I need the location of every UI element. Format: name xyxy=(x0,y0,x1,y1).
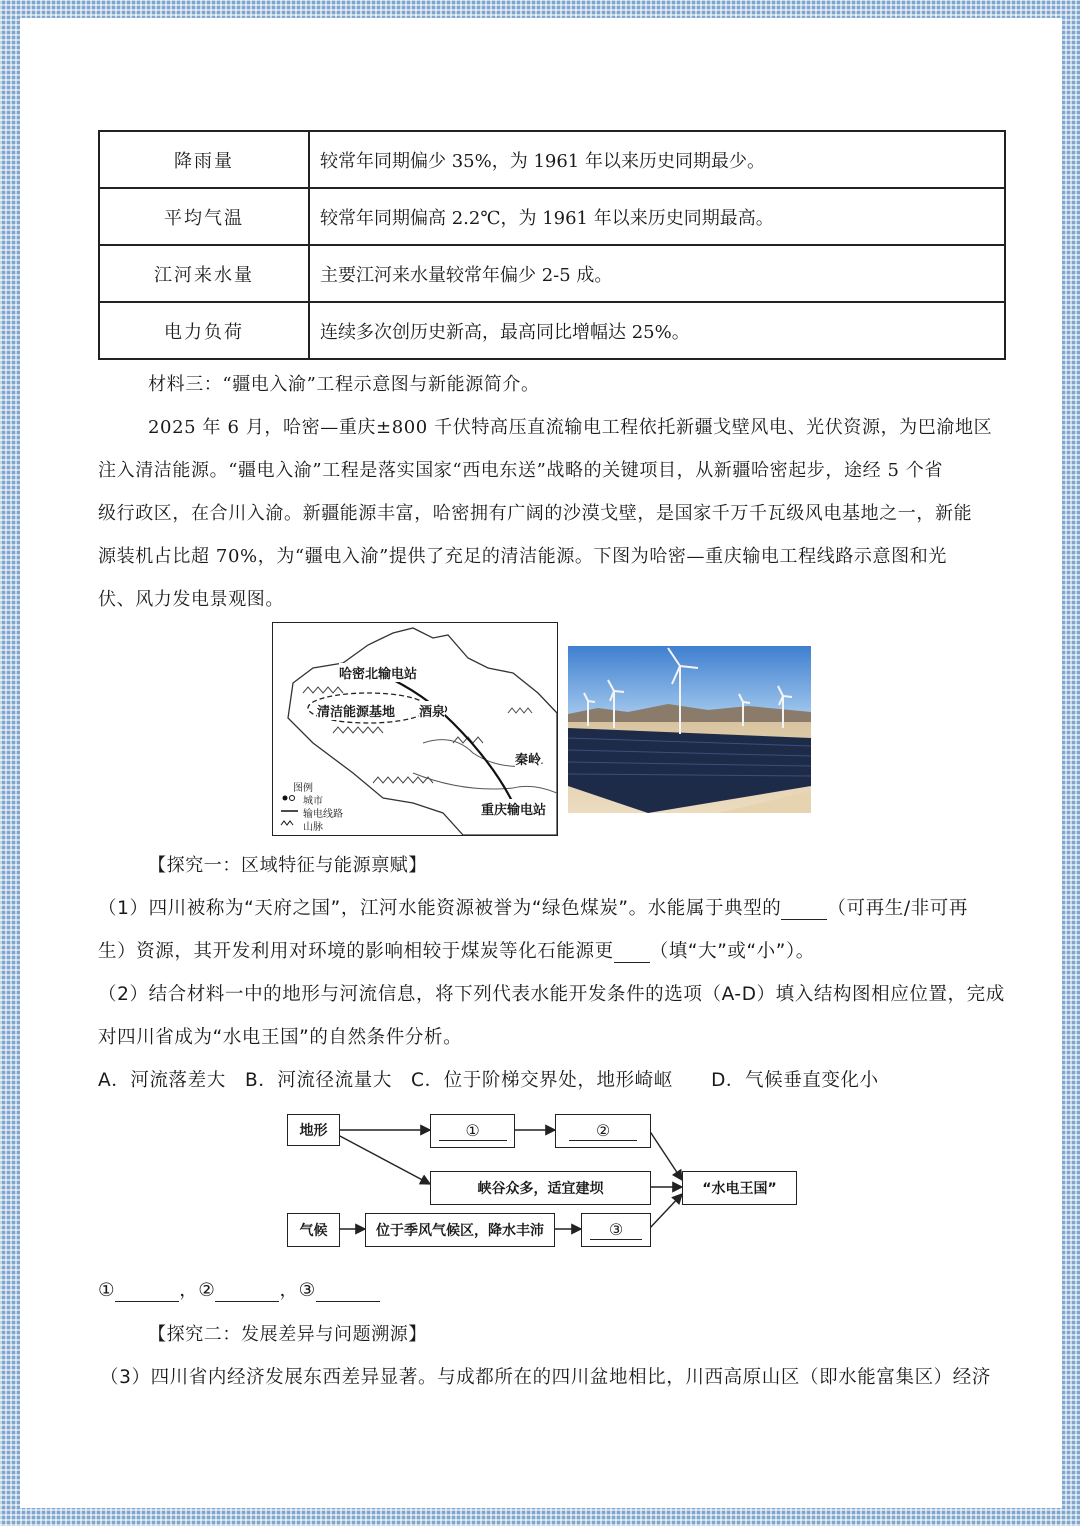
paragraph-line: 伏、风力发电景观图。 xyxy=(98,589,284,610)
question-2-options: A．河流落差大 B．河流径流量大 C．位于阶梯交界处，地形崎岖 D．气候垂直变化小 xyxy=(98,1070,879,1091)
monsoon-label: 位于季风气候区，降水丰沛 xyxy=(376,1223,544,1239)
table-value: 较常年同期偏少 35%，为 1961 年以来历史同期最少。 xyxy=(309,131,1005,188)
inquiry1-title: 【探究一：区域特征与能源禀赋】 xyxy=(148,855,427,876)
climate-box xyxy=(287,1213,340,1247)
table-label: 电力负荷 xyxy=(99,302,309,359)
paragraph-line: 源装机占比超 70%，为“疆电入渝”提供了充足的清洁能源。下图为哈密—重庆输电工程线路示意图和光 xyxy=(98,546,947,567)
climate-label: 气候 xyxy=(299,1223,328,1239)
terrain-label: 地形 xyxy=(299,1123,328,1139)
document-page xyxy=(20,18,1062,1508)
monsoon-box xyxy=(365,1213,555,1247)
table-value: 连续多次创历史新高，最高同比增幅达 25%。 xyxy=(309,302,1005,359)
table-value: 较常年同期偏高 2.2℃，为 1961 年以来历史同期最高。 xyxy=(309,188,1005,245)
result-box xyxy=(682,1171,797,1205)
slot-1-label: ① xyxy=(439,1122,507,1141)
slot-2-label: ② xyxy=(569,1122,637,1141)
gorge-label: 峡谷众多，适宜建坝 xyxy=(477,1181,604,1197)
map-label-base: 清洁能源基地 xyxy=(317,701,395,720)
legend-title: 图例 xyxy=(293,783,313,794)
answer-blank-3[interactable] xyxy=(316,1281,380,1302)
paragraph-line: 2025 年 6 月，哈密—重庆±800 千伏特高压直流输电工程依托新疆戈壁风电、光伏资源，为巴渝地区 xyxy=(148,417,993,438)
legend-mountain: 山脉 xyxy=(303,822,323,833)
result-label: “水电王国” xyxy=(702,1181,777,1197)
answer-line xyxy=(98,1276,380,1302)
answer-blank-1[interactable] xyxy=(115,1281,179,1302)
slot-1-box[interactable] xyxy=(430,1114,515,1148)
answer-blank-2[interactable] xyxy=(215,1281,279,1302)
question-1-tail-2: （填“大”或“小”）。 xyxy=(649,941,815,962)
slot-3-label: ③ xyxy=(590,1221,642,1240)
map-label-hami: 哈密北输电站 xyxy=(339,663,417,682)
slot-2-box[interactable] xyxy=(555,1114,651,1148)
legend-city: 城市 xyxy=(303,796,323,807)
paragraph-line: 级行政区，在合川入渝。新疆能源丰富，哈密拥有广阔的沙漠戈壁，是国家千万千瓦级风电基地之一，新能 xyxy=(98,503,973,524)
map-label-chongqing: 重庆输电站 xyxy=(481,799,546,818)
paragraph-line: 注入清洁能源。“疆电入渝”工程是落实国家“西电东送”战略的关键项目，从新疆哈密起步，途经 5 个省 xyxy=(98,460,944,481)
slot-3-box[interactable] xyxy=(581,1213,651,1247)
table-label: 降雨量 xyxy=(99,131,309,188)
table-value: 主要江河来水量较常年偏少 2-5 成。 xyxy=(309,245,1005,302)
gorge-box xyxy=(430,1171,651,1205)
question-1-text-2: 生）资源，其开发利用对环境的影响相较于煤炭等化石能源更 xyxy=(98,941,614,962)
inquiry2-title: 【探究二：发展差异与问题溯源】 xyxy=(148,1324,427,1345)
question-2-line-1: （2）结合材料一中的地形与河流信息，将下列代表水能开发条件的选项（A-D）填入结构图相应位置，完成 xyxy=(98,984,1005,1005)
answer-label-1: ① xyxy=(98,1280,116,1301)
question-1-tail: （可再生/非可再 xyxy=(827,898,968,919)
legend-line: 输电线路 xyxy=(303,809,343,820)
question-2-line-2: 对四川省成为“水电王国”的自然条件分析。 xyxy=(98,1027,463,1048)
question-1-text: （1）四川被称为“天府之国”，江河水能资源被誉为“绿色煤炭”。水能属于典型的 xyxy=(98,898,782,919)
answer-label-3: ，③ xyxy=(279,1280,316,1301)
table-label: 平均气温 xyxy=(99,188,309,245)
map-label-jiuquan: 酒泉 xyxy=(419,701,445,720)
map-label-qinling: 秦岭 xyxy=(515,749,541,768)
material3-title: 材料三：“疆电入渝”工程示意图与新能源简介。 xyxy=(148,374,540,395)
answer-label-2: ，② xyxy=(179,1280,216,1301)
question-3-line-1: （3）四川省内经济发展东西差异显著。与成都所在的四川盆地相比，川西高原山区（即水能富集区）经济 xyxy=(100,1367,991,1388)
terrain-box xyxy=(287,1114,340,1146)
table-label: 江河来水量 xyxy=(99,245,309,302)
